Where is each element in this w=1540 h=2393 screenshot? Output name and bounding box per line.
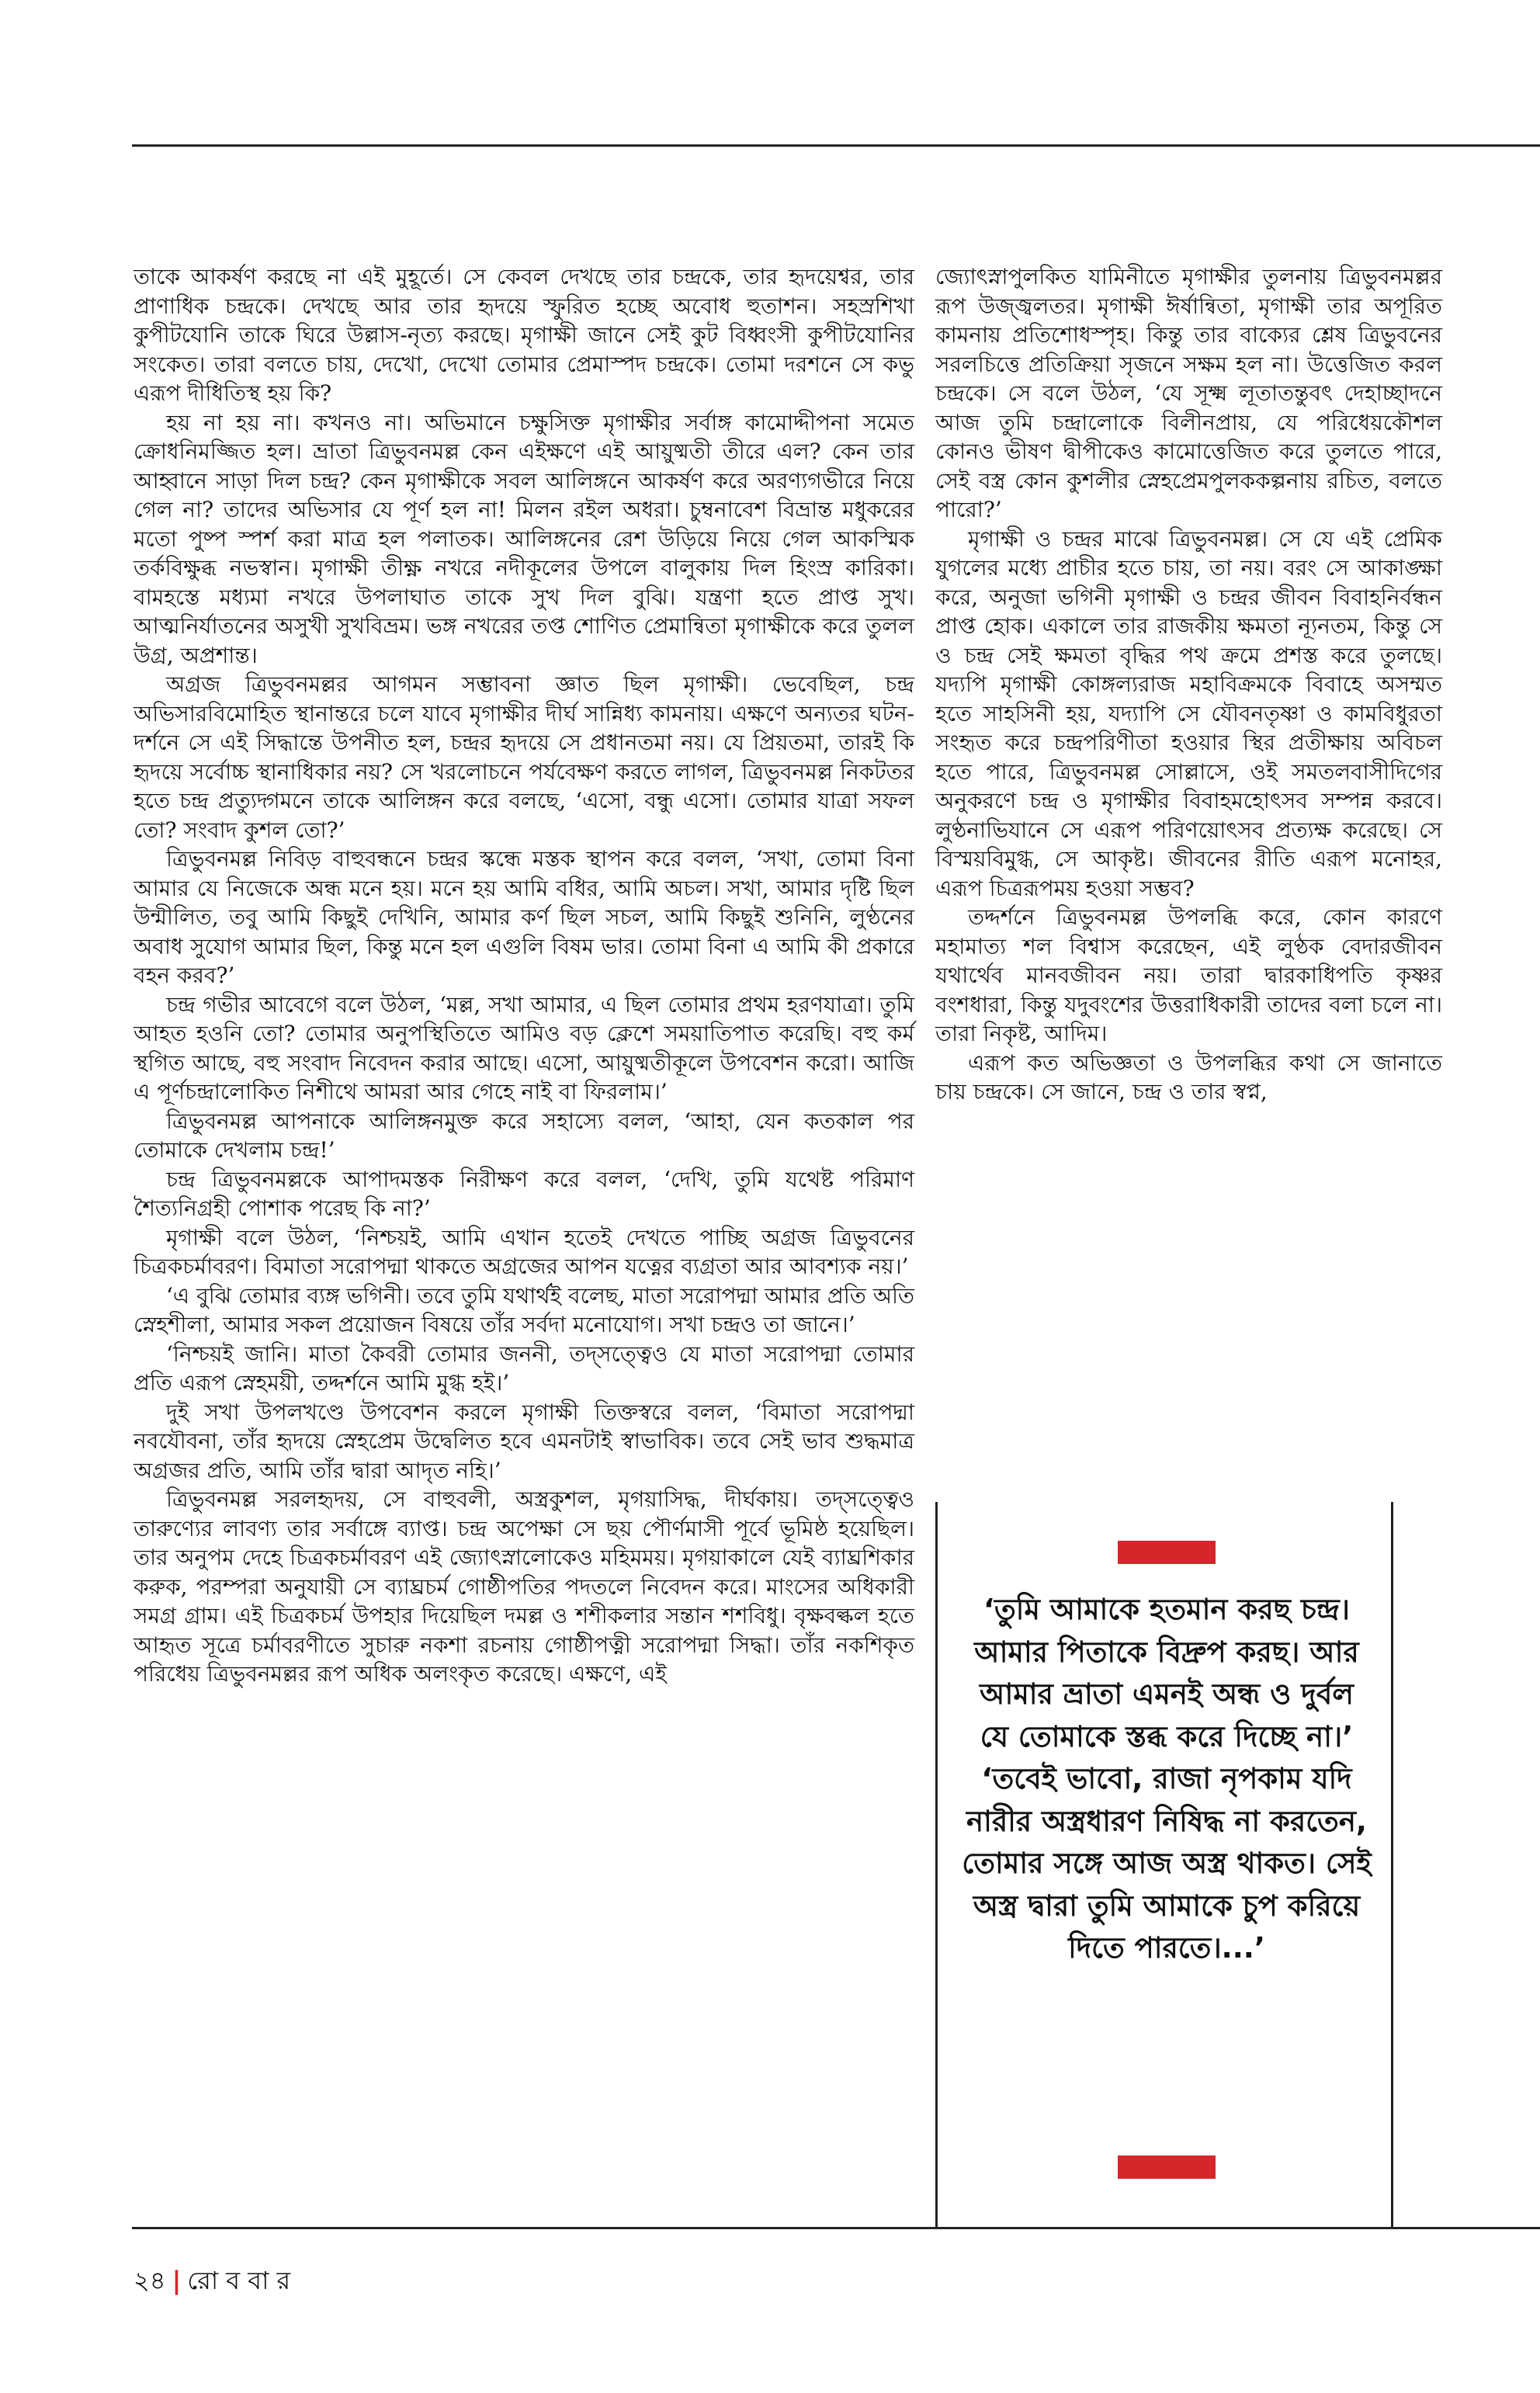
paragraph: মৃগাক্ষী ও চন্দ্রর মাঝে ত্রিভুবনমল্ল। সে যে এই প্রেমিক যুগলের মধ্যে প্রাচীর হতে চায়, তা নয়। বরং সে আকাঙ্ক্ষা করে, অনুজা ভগিনী মৃগাক্ষী ও চন্দ্রর জীবন বিবাহনির্বন্ধন প্রাপ্ত হোক। একালে তার রাজকীয় ক্ষমতা ন্যূনতম, কিন্তু সে ও চন্দ্র সেই ক্ষমতা বৃদ্ধির পথ ক্রমে প্রশস্ত করে তুলছে। যদ্যপি মৃগাক্ষী কোঙ্গল্যরাজ মহাবিক্রমকে বিবাহে অসম্মত হতে সাহসিনী হয়, যদ্যাপি সে যৌবনতৃষ্ণা ও কামবিধুরতা সংহৃত করে চন্দ্রপরিণীতা হওয়ার স্থির প্রতীক্ষায় অবিচল হতে পারে, ত্রিভুবনমল্ল সোল্লাসে, ওই সমতলবাসীদিগের অনুকরণে চন্দ্র ও মৃগাক্ষীর বিবাহমহোৎসব সম্পন্ন করবে। লুণ্ঠনাভিযানে সে এরূপ পরিণয়োৎসব প্রত্যক্ষ করেছে। সে বিস্ময়বিমুগ্ধ, সে আকৃষ্ট। জীবনের রীতি এরূপ মনোহর, এরূপ চিত্ররূপময় হওয়া সম্ভব? — [935, 525, 1442, 901]
paragraph: ‘নিশ্চয়ই জানি। মাতা কৈবরী তোমার জননী, তদ্সত্ত্বেও যে মাতা সরোপদ্মা তোমার প্রতি এরূপ স্নেহময়ী, তদ্দর্শনে আমি মুগ্ধ হই।’ — [134, 1340, 914, 1396]
paragraph: ত্রিভুবনমল্ল নিবিড় বাহুবন্ধনে চন্দ্রর স্কন্ধে মস্তক স্থাপন করে বলল, ‘সখা, তোমা বিনা আমার যে নিজেকে অন্ধ মনে হয়। মনে হয় আমি বধির, আমি অচল। সখা, আমার দৃষ্টি ছিল উন্মীলিত, তবু আমি কিছুই দেখিনি, আমার কর্ণ ছিল সচল, আমি কিছুই শুনিনি, লুণ্ঠনের অবাধ সুযোগ আমার ছিল, কিন্তু মনে হল এগুলি বিষম ভার। তোমা বিনা এ আমি কী প্রকারে বহন করব?’ — [134, 846, 914, 988]
page-folio — [134, 2265, 290, 2296]
left-text-column — [134, 262, 914, 1689]
paragraph: ‘এ বুঝি তোমার ব্যঙ্গ ভগিনী। তবে তুমি যথার্থই বলেছ, মাতা সরোপদ্মা আমার প্রতি অতি স্নেহশীলা, আমার সকল প্রয়োজন বিষয়ে তাঁর সর্বদা মনোযোগ। সখা চন্দ্রও তা জানে।’ — [134, 1282, 914, 1337]
magazine-name: রো ব বা র — [187, 2266, 291, 2295]
paragraph: অগ্রজ ত্রিভুবনমল্লর আগমন সম্ভাবনা জ্ঞাত ছিল মৃগাক্ষী। ভেবেছিল, চন্দ্র অভিসারবিমোহিত স্থানান্তরে চলে যাবে মৃগাক্ষীর দীর্ঘ সান্নিধ্য কামনায়। এক্ষণে অন্যতর ঘটন-দর্শনে সে এই সিদ্ধান্তে উপনীত হল, চন্দ্রর হৃদয়ে সে প্রধানতমা নয়। যে প্রিয়তমা, তারই কি হৃদয়ে সর্বোচ্চ স্থানাধিকার নয়? সে খরলোচনে পর্যবেক্ষণ করতে লাগল, ত্রিভুবনমল্ল নিকটতর হতে চন্দ্র প্রত্যুদ্গমনে তাকে আলিঙ্গন করে বলছে, ‘এসো, বন্ধু এসো। তোমার যাত্রা সফল তো? সংবাদ কুশল তো?’ — [134, 671, 914, 843]
page-number: ২৪ — [134, 2266, 166, 2295]
paragraph: ত্রিভুবনমল্ল সরলহৃদয়, সে বাহুবলী, অস্ত্রকুশল, মৃগয়াসিদ্ধ, দীর্ঘকায়। তদ্সত্ত্বেও তারুণ্যের লাবণ্য তার সর্বাঙ্গে ব্যাপ্ত। চন্দ্র অপেক্ষা সে ছয় পৌর্ণমাসী পূর্বে ভূমিষ্ঠ হয়েছিল। তার অনুপম দেহে চিত্রকচর্মাবরণ এই জ্যোৎস্নালোকেও মহিমময়। মৃগয়াকালে যেই ব্যাঘ্রশিকার করুক, পরম্পরা অনুযায়ী সে ব্যাঘ্রচর্ম গোষ্ঠীপতির পদতলে নিবেদন করে। মাংসের অধিকারী সমগ্র গ্রাম। এই চিত্রকচর্ম উপহার দিয়েছিল দমল্ল ও শশীকলার সন্তান শশবিধু। বৃক্ষবল্কল হতে আহৃত সূত্রে চর্মাবরণীতে সুচারু নকশা রচনায় গোষ্ঠীপত্নী সরোপদ্মা সিদ্ধা। তাঁর নকশিকৃত পরিধেয় ত্রিভুবনমল্লর রূপ অধিক অলংকৃত করেছে। এক্ষণে, এই — [134, 1486, 914, 1687]
paragraph: তাকে আকর্ষণ করছে না এই মুহূর্তে। সে কেবল দেখছে তার চন্দ্রকে, তার হৃদয়েশ্বর, তার প্রাণাধিক চন্দ্রকে। দেখছে আর তার হৃদয়ে স্ফুরিত হচ্ছে অবোধ হুতাশন। সহস্রশিখা কুপীটযোনি তাকে ঘিরে উল্লাস-নৃত্য করছে। মৃগাক্ষী জানে সেই কুট বিধ্বংসী কুপীটযোনির সংকেত। তারা বলতে চায়, দেখো, দেখো তোমার প্রেমাস্পদ চন্দ্রকে। তোমা দরশনে সে কভু এরূপ দীধিতিস্থ হয় কি? — [134, 264, 914, 406]
top-rule — [132, 144, 1540, 147]
paragraph: তদ্দর্শনে ত্রিভুবনমল্ল উপলব্ধি করে, কোন কারণে মহামাত্য শল বিশ্বাস করেছেন, এই লুণ্ঠক বেদারজীবন যথার্থেব মানবজীবন নয়। তারা দ্বারকাধিপতি কৃষ্ণর বংশধারা, কিন্তু যদুবংশের উত্তরাধিকারী তাদের বলা চলে না। তারা নিকৃষ্ট, আদিম। — [935, 904, 1442, 1046]
right-text-column — [935, 262, 1442, 1107]
pull-quote-box — [935, 1502, 1393, 2227]
pull-quote — [961, 1589, 1372, 1970]
paragraph: ত্রিভুবনমল্ল আপনাকে আলিঙ্গনমুক্ত করে সহাস্যে বলল, ‘আহা, যেন কতকাল পর তোমাকে দেখলাম চন্দ্র!’ — [134, 1108, 914, 1163]
paragraph: জ্যোৎস্নাপুলকিত যামিনীতে মৃগাক্ষীর তুলনায় ত্রিভুবনমল্লর রূপ উজ্জ্বলতর। মৃগাক্ষী ঈর্ষান্বিতা, মৃগাক্ষী তার অপূরিত কামনায় প্রতিশোধস্পৃহ। কিন্তু তার বাক্যের শ্লেষ ত্রিভুবনের সরলচিত্তে প্রতিক্রিয়া সৃজনে সক্ষম হল না। উত্তেজিত করল চন্দ্রকে। সে বলে উঠল, ‘যে সূক্ষ্ম লূতাতন্তুবৎ দেহাচ্ছাদনে আজ তুমি চন্দ্রালোকে বিলীনপ্রায়, যে পরিধেয়কৌশল কোনও ভীষণ দ্বীপীকেও কামোত্তেজিত করে তুলতে পারে, সেই বস্ত্র কোন কুশলীর স্নেহপ্রেমপুলককল্পনায় রচিত, বলতে পারো?’ — [935, 264, 1442, 522]
paragraph: মৃগাক্ষী বলে উঠল, ‘নিশ্চয়ই, আমি এখান হতেই দেখতে পাচ্ছি অগ্রজ ত্রিভুবনের চিত্রকচর্মাবরণ। বিমাতা সরোপদ্মা থাকতে অগ্রজের আপন যত্নের ব্যগ্রতা আর আবশ্যক নয়।’ — [134, 1224, 914, 1279]
paragraph: এরূপ কত অভিজ্ঞতা ও উপলব্ধির কথা সে জানাতে চায় চন্দ্রকে। সে জানে, চন্দ্র ও তার স্বপ্ন, — [935, 1049, 1442, 1105]
paragraph: হয় না হয় না। কখনও না। অভিমানে চক্ষুসিক্ত মৃগাক্ষীর সর্বাঙ্গ কামোদ্দীপনা সমেত ক্রোধনিমজ্জিত হল। ভ্রাতা ত্রিভুবনমল্ল কেন এইক্ষণে এই আয়ুষ্মতী তীরে এল? কেন তার আহ্বানে সাড়া দিল চন্দ্র? কেন মৃগাক্ষীকে সবল আলিঙ্গনে আকর্ষণ করে অরণ্যগভীরে নিয়ে গেল না? তাদের অভিসার যে পূর্ণ হল না! মিলন রইল অধরা। চুম্বনাবেশ বিভ্রান্ত মধুকরের মতো পুষ্প স্পর্শ করা মাত্র হল পলাতক। আলিঙ্গনের রেশ উড়িয়ে নিয়ে গেল আকস্মিক তর্কবিক্ষুব্ধ নভস্বান। মৃগাক্ষী তীক্ষ্ণ নখরে নদীকূলের উপলে বালুকায় দিল হিংস্র কারিকা। বামহস্তে মধ্যমা নখরে উপলাঘাত তাকে সুখ দিল বুঝি। যন্ত্রণা হতে প্রাপ্ত সুখ। আত্মনির্যাতনের অসুখী সুখবিভ্রম। ভঙ্গ নখরের তপ্ত শোণিত প্রেমান্বিতা মৃগাক্ষীকে করে তুলল উগ্র, অপ্রশান্ত। — [134, 409, 914, 668]
pull-quote-top-bar — [1118, 1541, 1216, 1564]
pull-quote-line: ‘তুমি আমাকে হতমান করছ চন্দ্র। আমার পিতাকে বিদ্রুপ করছ। আর আমার ভ্রাতা এমনই অন্ধ ও দুর্বল যে তোমাকে স্তব্ধ করে দিচ্ছে না।’ — [974, 1593, 1359, 1753]
paragraph: চন্দ্র গভীর আবেগে বলে উঠল, ‘মল্ল, সখা আমার, এ ছিল তোমার প্রথম হরণযাত্রা। তুমি আহত হওনি তো? তোমার অনুপস্থিতিতে আমিও বড় ক্লেশে সময়াতিপাত করেছি। বহু কর্ম স্থগিত আছে, বহু সংবাদ নিবেদন করার আছে। এসো, আয়ুষ্মতীকূলে উপবেশন করো। আজি এ পূর্ণচন্দ্রালোকিত নিশীথে আমরা আর গেহে নাই বা ফিরলাম।’ — [134, 991, 914, 1105]
bottom-rule — [132, 2227, 1540, 2229]
paragraph: দুই সখা উপলখণ্ডে উপবেশন করলে মৃগাক্ষী তিক্তস্বরে বলল, ‘বিমাতা সরোপদ্মা নবযৌবনা, তাঁর হৃদয়ে স্নেহপ্রেম উদ্বেলিত হবে এমনটাই স্বাভাবিক। তবে সেই ভাব শুদ্ধমাত্র অগ্রজর প্রতি, আমি তাঁর দ্বারা আদৃত নহি।’ — [134, 1399, 914, 1483]
paragraph: চন্দ্র ত্রিভুবনমল্লকে আপাদমস্তক নিরীক্ষণ করে বলল, ‘দেখি, তুমি যথেষ্ট পরিমাণ শৈত্যনিগ্রহী পোশাক পরেছ কি না?’ — [134, 1166, 914, 1221]
folio-separator: | — [172, 2266, 182, 2295]
pull-quote-line: ‘তবেই ভাবো, রাজা নৃপকাম যদি নারীর অস্ত্রধারণ নিষিদ্ধ না করতেন, তোমার সঙ্গে আজ অস্ত্র থাকত। সেই অস্ত্র দ্বারা তুমি আমাকে চুপ করিয়ে দিতে পারতে।...’ — [962, 1762, 1372, 1965]
pull-quote-bottom-bar — [1118, 2155, 1216, 2179]
